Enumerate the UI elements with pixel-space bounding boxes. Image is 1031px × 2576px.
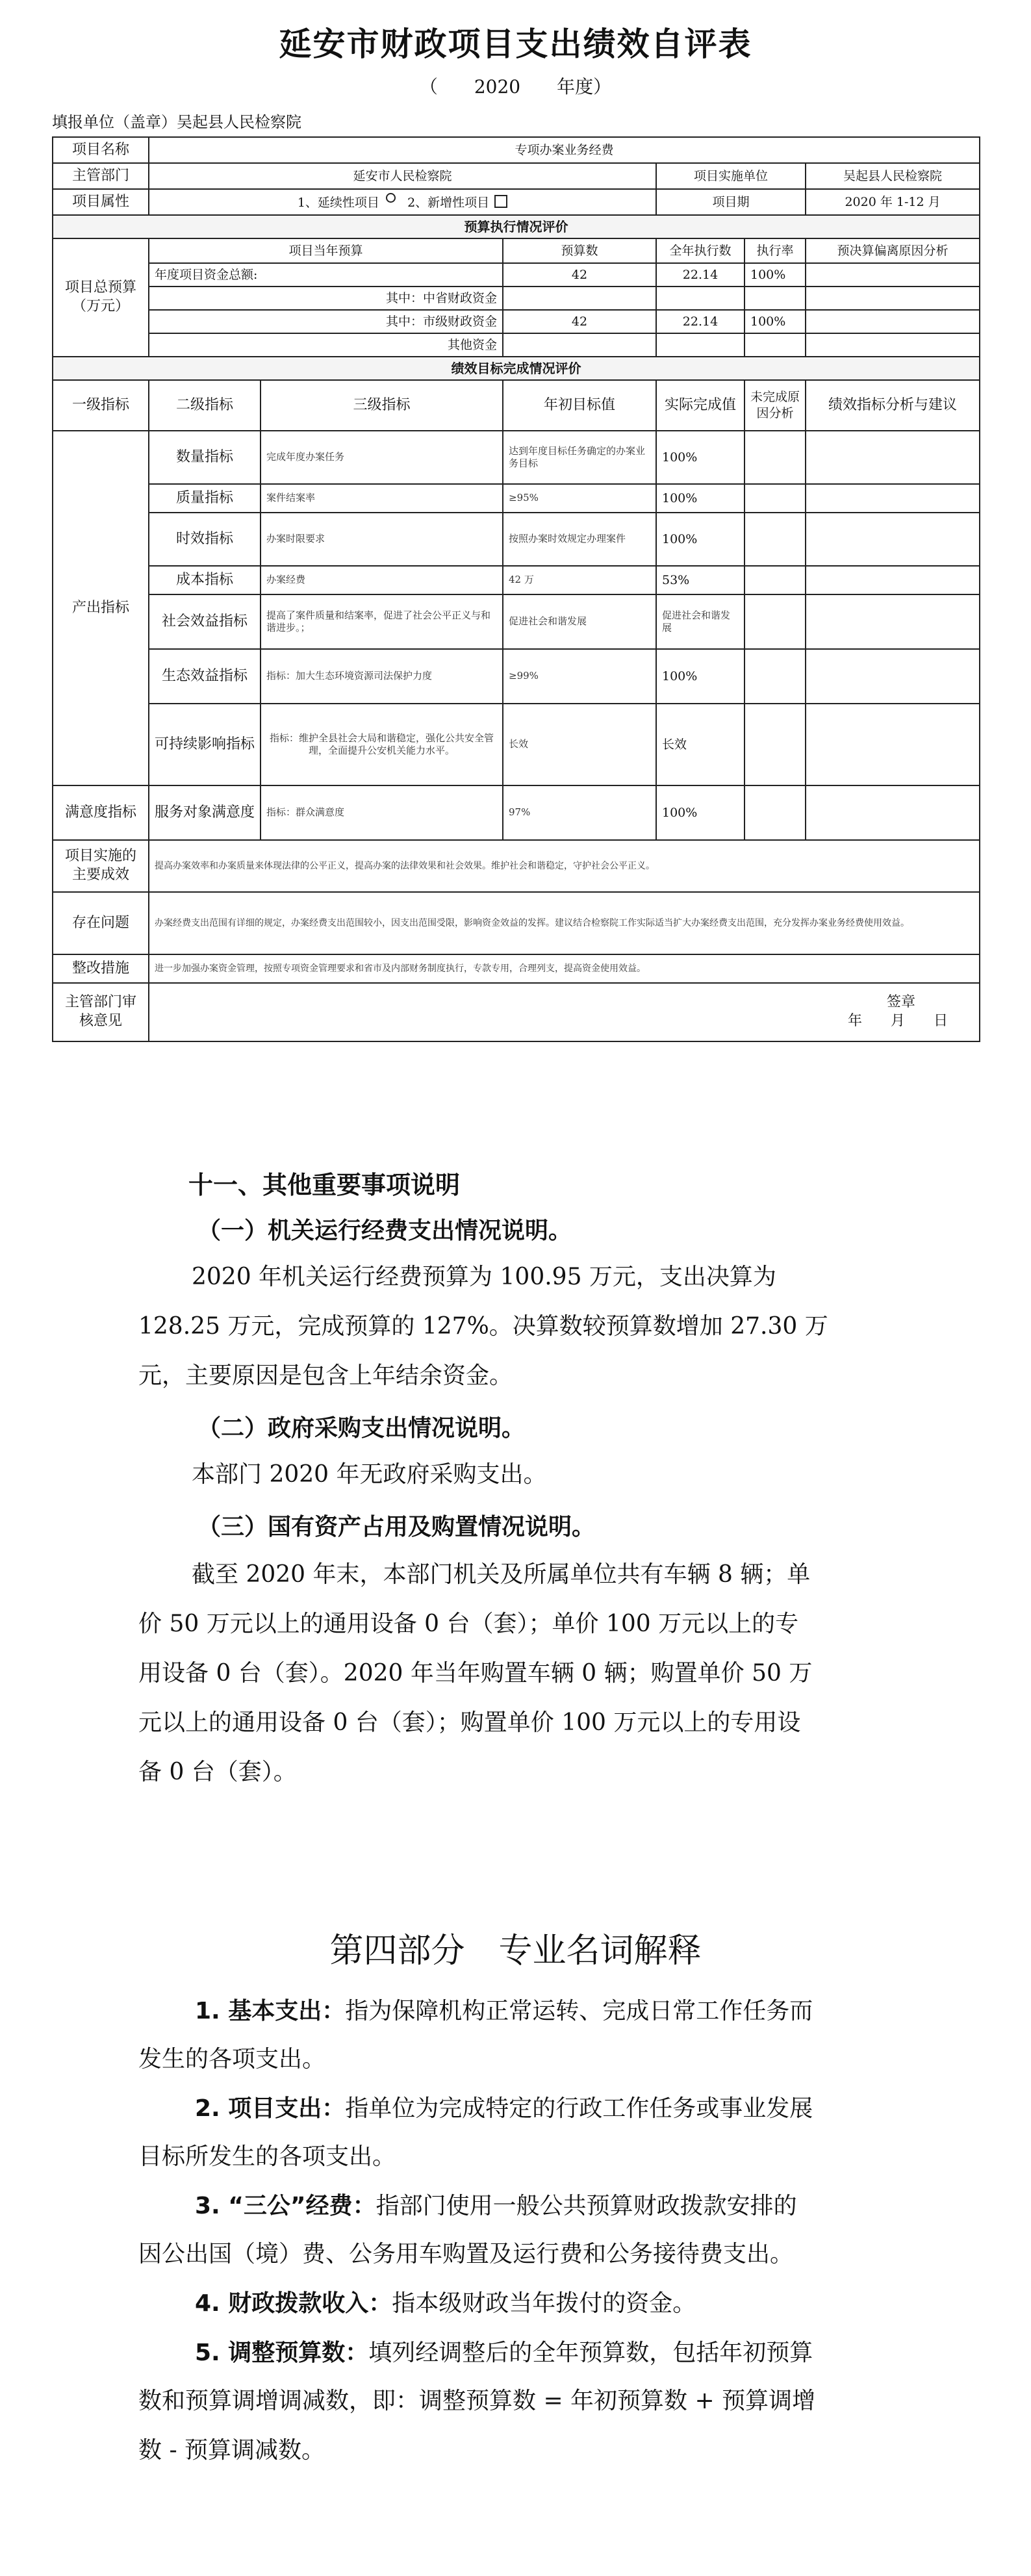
output-actual: 100% xyxy=(656,484,745,513)
term-def-cont: 数和预算调增调减数，即：调整预算数 = 年初预算数 + 预算调增 xyxy=(138,2388,816,2414)
output-actual: 长效 xyxy=(656,704,745,785)
output-l2: 时效指标 xyxy=(149,513,261,566)
output-initial: ≥95% xyxy=(503,484,656,513)
budget-row-executed: 22.14 xyxy=(656,310,745,333)
goal-header-level2: 二级指标 xyxy=(149,380,261,431)
goal-header-actual: 实际完成值 xyxy=(656,380,745,431)
term-name: 2. 项目支出： xyxy=(195,2095,346,2122)
s1-line: 元，主要原因是包含上年结余资金。 xyxy=(138,1362,513,1389)
budget-header-rate: 执行率 xyxy=(745,238,806,263)
row-budget-section xyxy=(53,215,980,238)
budget-row-executed xyxy=(656,333,745,357)
output-l3: 办案经费 xyxy=(261,566,503,594)
output-l2: 社会效益指标 xyxy=(149,594,261,649)
budget-header-deviation: 预决算偏离原因分析 xyxy=(806,238,980,263)
budget-row-deviation xyxy=(806,287,980,310)
row-problems xyxy=(53,892,980,954)
satisfaction-reason xyxy=(745,785,806,840)
checkbox-icon[interactable] xyxy=(494,195,507,208)
output-reason xyxy=(745,484,806,513)
results-text: 提高办案效率和办案质量来体现法律的公平正义，提高办案的法律效果和社会效果。维护社会和谐稳定，守护社会公平正义。 xyxy=(149,840,980,892)
budget-header-executed: 全年执行数 xyxy=(656,238,745,263)
row-review xyxy=(53,983,980,1041)
output-advice xyxy=(806,649,980,704)
fill-unit: 填报单位（盖章）吴起县人民检察院 xyxy=(52,113,301,131)
output-l2: 成本指标 xyxy=(149,566,261,594)
table-row xyxy=(53,310,980,333)
output-reason xyxy=(745,566,806,594)
budget-header-item: 项目当年预算 xyxy=(149,238,503,263)
budget-row-label: 年度项目资金总额: xyxy=(149,263,503,287)
budget-row-label: 其中：中省财政资金 xyxy=(149,287,503,310)
output-reason xyxy=(745,513,806,566)
s3-line: 用设备 0 台（套）。2020 年当年购置车辆 0 辆；购置单价 50 万 xyxy=(138,1660,813,1687)
term-def-cont: 目标所发生的各项支出。 xyxy=(138,2143,396,2170)
output-initial: 促进社会和谐发展 xyxy=(503,594,656,649)
satisfaction-l2: 服务对象满意度 xyxy=(149,785,261,840)
form-title: 延安市财政项目支出绩效自评表 xyxy=(279,25,752,63)
review-sign-area xyxy=(149,983,980,1041)
term-name: 3. “三公”经费： xyxy=(195,2193,376,2219)
s2-heading: （二）政府采购支出情况说明。 xyxy=(197,1415,526,1442)
table-row xyxy=(53,333,980,357)
performance-table xyxy=(52,136,980,1042)
term-def-cont: 因公出国（境）费、公务用车购置及运行费和公务接待费支出。 xyxy=(138,2241,794,2267)
output-label: 产出指标 xyxy=(53,431,149,785)
attr-options xyxy=(149,189,656,215)
output-initial: 达到年度目标任务确定的办案业务目标 xyxy=(503,431,656,484)
output-l3: 提高了案件质量和结案率，促进了社会公平正义与和谐进步。； xyxy=(261,594,503,649)
attr-continuing: 1、延续性项目 xyxy=(297,196,379,210)
output-l2: 质量指标 xyxy=(149,484,261,513)
rectify-text: 进一步加强办案资金管理，按照专项资金管理要求和省市及内部财务制度执行，专款专用，合理列支，提高资金使用效益。 xyxy=(149,954,980,983)
table-row xyxy=(53,566,980,594)
term-def-cont: 发生的各项支出。 xyxy=(138,2046,326,2072)
output-l3: 指标：加大生态环境资源司法保护力度 xyxy=(261,649,503,704)
dept: 延安市人民检察院 xyxy=(149,163,656,189)
goal-header-reason: 未完成原因分析 xyxy=(745,380,806,431)
sign-date: 年 月 日 xyxy=(848,1013,948,1029)
table-row xyxy=(53,594,980,649)
term-name: 1. 基本支出： xyxy=(195,1998,346,2024)
budget-row-rate: 100% xyxy=(745,263,806,287)
project-name-label: 项目名称 xyxy=(53,137,149,163)
goal-header-level1: 一级指标 xyxy=(53,380,149,431)
radio-icon[interactable] xyxy=(386,193,396,203)
table-row xyxy=(53,785,980,840)
output-advice xyxy=(806,513,980,566)
results-label: 项目实施的主要成效 xyxy=(53,840,149,892)
term-item xyxy=(195,2288,696,2319)
dept-label: 主管部门 xyxy=(53,163,149,189)
budget-row-executed xyxy=(656,287,745,310)
output-actual: 促进社会和谐发展 xyxy=(656,594,745,649)
output-actual: 100% xyxy=(656,431,745,484)
term-def: 指单位为完成特定的行政工作任务或事业发展 xyxy=(345,2095,813,2122)
term-item xyxy=(195,2093,813,2124)
goal-section-title: 绩效目标完成情况评价 xyxy=(53,357,980,380)
output-advice xyxy=(806,431,980,484)
term-def: 指为保障机构正常运转、完成日常工作任务而 xyxy=(345,1998,813,2024)
output-reason xyxy=(745,594,806,649)
budget-section-title: 预算执行情况评价 xyxy=(53,215,980,238)
s3-line: 备 0 台（套）。 xyxy=(138,1759,297,1785)
s3-heading: （三）国有资产占用及购置情况说明。 xyxy=(197,1514,596,1540)
section11-heading: 十一、其他重要事项说明 xyxy=(188,1171,461,1199)
project-name: 专项办案业务经费 xyxy=(149,137,980,163)
output-l3: 完成年度办案任务 xyxy=(261,431,503,484)
s1-line: 2020 年机关运行经费预算为 100.95 万元，支出决算为 xyxy=(192,1264,776,1290)
table-row xyxy=(53,431,980,484)
row-attr xyxy=(53,189,980,215)
sign-label: 签章 xyxy=(887,994,916,1011)
output-advice xyxy=(806,594,980,649)
impl-unit-label: 项目实施单位 xyxy=(656,163,806,189)
satisfaction-initial: 97% xyxy=(503,785,656,840)
output-l3: 办案时限要求 xyxy=(261,513,503,566)
goal-header-initial: 年初目标值 xyxy=(503,380,656,431)
table-row xyxy=(53,513,980,566)
budget-row-budget xyxy=(503,333,656,357)
period: 2020 年 1-12 月 xyxy=(806,189,980,215)
budget-row-budget: 42 xyxy=(503,263,656,287)
output-initial: 按照办案时效规定办理案件 xyxy=(503,513,656,566)
satisfaction-label: 满意度指标 xyxy=(53,785,149,840)
budget-row-label: 其中：市级财政资金 xyxy=(149,310,503,333)
s3-line: 元以上的通用设备 0 台（套）；购置单价 100 万元以上的专用设 xyxy=(138,1709,801,1736)
output-advice xyxy=(806,704,980,785)
budget-row-rate xyxy=(745,333,806,357)
table-row xyxy=(53,484,980,513)
budget-row-budget xyxy=(503,287,656,310)
term-def: 指本级财政当年拨付的资金。 xyxy=(392,2290,696,2317)
attr-new: 2、新增性项目 xyxy=(407,196,490,210)
row-budget-header xyxy=(53,238,980,263)
problems-label: 存在问题 xyxy=(53,892,149,954)
term-name: 4. 财政拨款收入： xyxy=(195,2290,392,2317)
goal-header-advice: 绩效指标分析与建议 xyxy=(806,380,980,431)
output-reason xyxy=(745,431,806,484)
total-budget-label: 项目总预算（万元） xyxy=(53,238,149,357)
table-row xyxy=(53,263,980,287)
output-initial: ≥99% xyxy=(503,649,656,704)
goal-header-level3: 三级指标 xyxy=(261,380,503,431)
output-l2: 可持续影响指标 xyxy=(149,704,261,785)
output-reason xyxy=(745,649,806,704)
budget-row-deviation xyxy=(806,333,980,357)
row-goal-section xyxy=(53,357,980,380)
row-dept xyxy=(53,163,980,189)
attr-label: 项目属性 xyxy=(53,189,149,215)
form-year: （ 2020 年度） xyxy=(419,76,612,97)
s3-line: 价 50 万元以上的通用设备 0 台（套）；单价 100 万元以上的专 xyxy=(138,1611,799,1637)
output-actual: 100% xyxy=(656,513,745,566)
budget-row-executed: 22.14 xyxy=(656,263,745,287)
s3-line: 截至 2020 年末，本部门机关及所属单位共有车辆 8 辆；单 xyxy=(192,1561,811,1588)
output-advice xyxy=(806,484,980,513)
output-initial: 长效 xyxy=(503,704,656,785)
output-actual: 100% xyxy=(656,649,745,704)
term-item xyxy=(195,2338,813,2369)
term-item xyxy=(195,1996,813,2027)
budget-row-deviation xyxy=(806,310,980,333)
budget-row-label: 其他资金 xyxy=(149,333,503,357)
part4-heading: 第四部分 专业名词解释 xyxy=(329,1932,702,1970)
budget-header-budget: 预算数 xyxy=(503,238,656,263)
budget-row-rate xyxy=(745,287,806,310)
problems-text: 办案经费支出范围有详细的规定，办案经费支出范围较小，因支出范围受限，影响资金效益的发挥。建议结合检察院工作实际适当扩大办案经费支出范围，充分发挥办案业务经费使用效益。 xyxy=(149,892,980,954)
satisfaction-l3: 指标：群众满意度 xyxy=(261,785,503,840)
output-l2: 生态效益指标 xyxy=(149,649,261,704)
table-row xyxy=(53,649,980,704)
term-item xyxy=(195,2191,797,2222)
output-actual: 53% xyxy=(656,566,745,594)
s2-text: 本部门 2020 年无政府采购支出。 xyxy=(192,1461,547,1488)
budget-row-deviation xyxy=(806,263,980,287)
table-row xyxy=(53,704,980,785)
row-project-name xyxy=(53,137,980,163)
s1-line: 128.25 万元，完成预算的 127%。决算数较预算数增加 27.30 万 xyxy=(138,1313,828,1340)
period-label: 项目期 xyxy=(656,189,806,215)
output-reason xyxy=(745,704,806,785)
impl-unit: 吴起县人民检察院 xyxy=(806,163,980,189)
s1-heading: （一）机关运行经费支出情况说明。 xyxy=(197,1218,572,1244)
output-advice xyxy=(806,566,980,594)
row-rectify xyxy=(53,954,980,983)
output-initial: 42 万 xyxy=(503,566,656,594)
term-def-cont: 数 - 预算调减数。 xyxy=(138,2437,325,2464)
satisfaction-actual: 100% xyxy=(656,785,745,840)
term-def: 指部门使用一般公共预算财政拨款安排的 xyxy=(375,2193,797,2219)
term-def: 填列经调整后的全年预算数，包括年初预算 xyxy=(368,2340,813,2366)
rectify-label: 整改措施 xyxy=(53,954,149,983)
review-label: 主管部门审核意见 xyxy=(53,983,149,1041)
output-l2: 数量指标 xyxy=(149,431,261,484)
row-goal-header xyxy=(53,380,980,431)
table-row xyxy=(53,287,980,310)
budget-row-budget: 42 xyxy=(503,310,656,333)
budget-row-rate: 100% xyxy=(745,310,806,333)
term-name: 5. 调整预算数： xyxy=(195,2340,369,2366)
output-l3: 案件结案率 xyxy=(261,484,503,513)
row-results xyxy=(53,840,980,892)
output-l3: 指标：维护全县社会大局和谐稳定，强化公共安全管理，全面提升公安机关能力水平。 xyxy=(261,704,503,785)
satisfaction-advice xyxy=(806,785,980,840)
